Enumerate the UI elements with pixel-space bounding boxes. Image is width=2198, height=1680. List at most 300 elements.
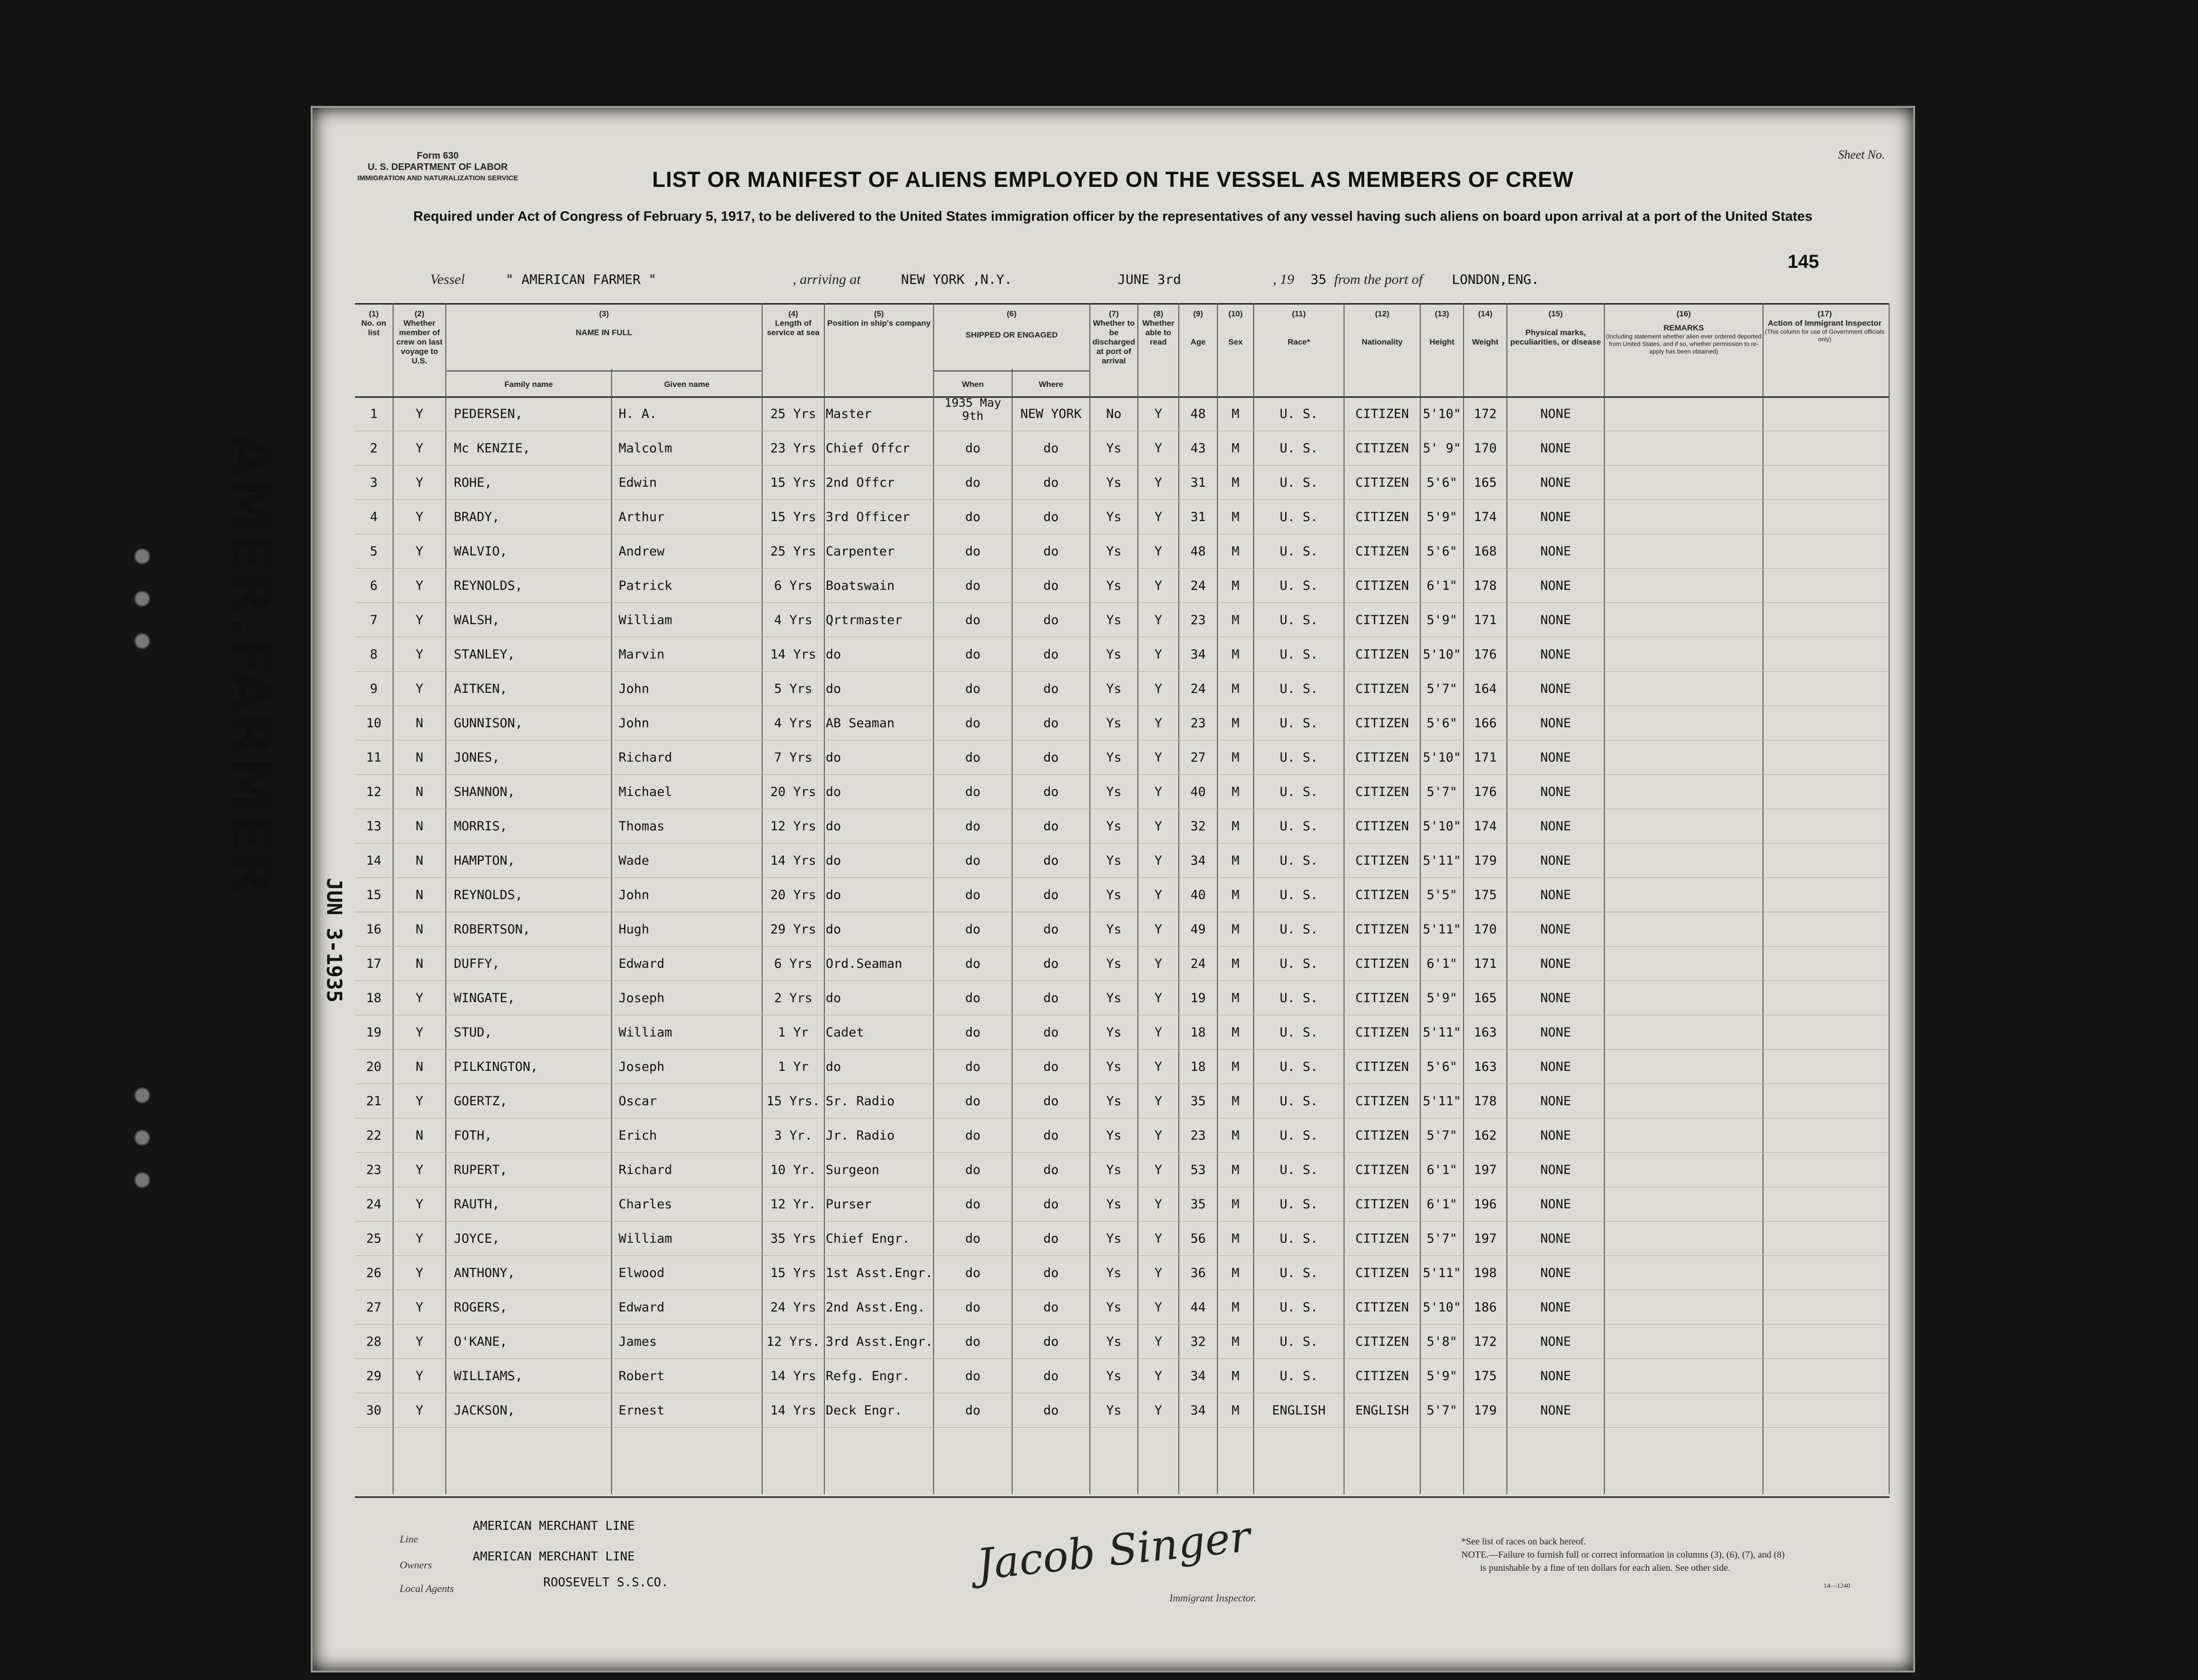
table-header (355, 303, 1890, 398)
cell-weight: 166 (1473, 716, 1497, 731)
cell-family: JONES, (454, 750, 500, 765)
col-header-height: Height (1429, 338, 1455, 346)
cell-service: 20 Yrs (770, 888, 816, 902)
cell-last: Y (415, 647, 424, 662)
cell-when: do (965, 922, 981, 937)
cell-nat: CITIZEN (1355, 544, 1409, 559)
cell-height: 5'11" (1423, 853, 1461, 868)
cell-age: 40 (1190, 785, 1206, 799)
cell-family: WALSH, (454, 613, 500, 627)
cell-nat: CITIZEN (1355, 1369, 1409, 1383)
cell-family: RAUTH, (454, 1197, 500, 1212)
cell-given: Andrew (619, 544, 665, 559)
cell-nat: CITIZEN (1355, 613, 1409, 627)
cell-family: WALVIO, (454, 544, 507, 559)
cell-when: do (965, 1300, 981, 1315)
cell-height: 5'9" (1426, 510, 1457, 524)
cell-family: GUNNISON, (454, 716, 523, 731)
cell-read: Y (1154, 716, 1162, 731)
cell-disch: Ys (1106, 441, 1122, 456)
cell-marks: NONE (1540, 544, 1571, 559)
cell-nat: CITIZEN (1355, 1163, 1409, 1177)
cell-disch: Ys (1106, 1300, 1122, 1315)
cell-sex: M (1232, 613, 1240, 627)
col-num-14: (14) (1478, 309, 1493, 318)
cell-disch: Ys (1106, 1060, 1122, 1074)
col-num-13: (13) (1434, 309, 1449, 318)
cell-race: U. S. (1280, 1197, 1318, 1212)
table-row (355, 1221, 1890, 1256)
cell-when: do (965, 441, 981, 456)
cell-when: do (965, 716, 981, 731)
cell-age: 53 (1190, 1163, 1206, 1177)
cell-no: 28 (366, 1334, 382, 1349)
cell-position: 3rd Asst.Engr. (826, 1334, 933, 1349)
cell-last: Y (415, 1334, 424, 1349)
col-header-race: Race* (1288, 338, 1310, 346)
cell-nat: CITIZEN (1355, 510, 1409, 524)
vessel-label: Vessel (430, 272, 465, 287)
cell-no: 19 (366, 1025, 382, 1040)
cell-where: do (1043, 1300, 1059, 1315)
cell-no: 5 (370, 544, 378, 559)
col-header-no: No. on list (361, 319, 386, 337)
cell-read: Y (1154, 1231, 1162, 1246)
cell-read: Y (1154, 579, 1162, 593)
cell-weight: 197 (1473, 1231, 1497, 1246)
cell-no: 4 (370, 510, 378, 524)
cell-nat: CITIZEN (1355, 647, 1409, 662)
cell-height: 5'9" (1426, 1369, 1457, 1383)
cell-position: Chief Offcr (826, 441, 910, 456)
cell-sex: M (1232, 785, 1240, 799)
cell-race: U. S. (1280, 1334, 1318, 1349)
col-num-12: (12) (1375, 309, 1390, 318)
cell-race: ENGLISH (1272, 1403, 1326, 1418)
table-row (355, 1152, 1890, 1187)
cell-when: do (965, 785, 981, 799)
table-row (355, 1358, 1890, 1393)
cell-read: Y (1154, 750, 1162, 765)
cell-age: 18 (1190, 1060, 1206, 1074)
cell-height: 6'1" (1426, 579, 1457, 593)
cell-nat: CITIZEN (1355, 682, 1409, 696)
from-port: LONDON,ENG. (1452, 272, 1539, 287)
cell-nat: CITIZEN (1355, 1197, 1409, 1212)
cell-height: 6'1" (1426, 1163, 1457, 1177)
table-row (355, 396, 1890, 431)
cell-family: AITKEN, (454, 682, 507, 696)
cell-no: 23 (366, 1163, 382, 1177)
cell-position: Boatswain (826, 579, 895, 593)
cell-when: do (965, 510, 981, 524)
year-suffix: 35 (1311, 272, 1327, 287)
sheet-label: Sheet No. (1838, 148, 1885, 161)
cell-when: do (965, 1163, 981, 1177)
cell-nat: CITIZEN (1355, 716, 1409, 731)
cell-nat: CITIZEN (1355, 407, 1409, 421)
cell-race: U. S. (1280, 922, 1318, 937)
cell-sex: M (1232, 750, 1240, 765)
cell-family: PEDERSEN, (454, 407, 523, 421)
cell-age: 49 (1190, 922, 1206, 937)
cell-weight: 197 (1473, 1163, 1497, 1177)
col-num-17: (17) (1817, 309, 1832, 318)
col-header-read: Whether able to read (1142, 319, 1175, 346)
cell-weight: 175 (1473, 1369, 1497, 1383)
cell-position: 3rd Officer (826, 510, 910, 524)
cell-nat: CITIZEN (1355, 819, 1409, 834)
cell-read: Y (1154, 853, 1162, 868)
col-header-given: Given name (664, 380, 710, 389)
cell-height: 5'6" (1426, 544, 1457, 559)
cell-race: U. S. (1280, 475, 1318, 490)
cell-disch: Ys (1106, 475, 1122, 490)
cell-family: ROBERTSON, (454, 922, 531, 937)
table-row (355, 465, 1890, 500)
cell-weight: 172 (1473, 1334, 1497, 1349)
cell-race: U. S. (1280, 441, 1318, 456)
cell-marks: NONE (1540, 1300, 1571, 1315)
cell-last: N (415, 716, 424, 731)
table-row (355, 843, 1890, 878)
cell-where: do (1043, 1266, 1059, 1280)
cell-nat: CITIZEN (1355, 1025, 1409, 1040)
cell-age: 32 (1190, 819, 1206, 834)
cell-read: Y (1154, 1094, 1162, 1109)
cell-height: 5'6" (1426, 716, 1457, 731)
cell-last: N (415, 922, 424, 937)
cell-age: 32 (1190, 1334, 1206, 1349)
cell-given: Robert (619, 1369, 665, 1383)
cell-weight: 163 (1473, 1060, 1497, 1074)
cell-given: William (619, 613, 672, 627)
cell-last: Y (415, 441, 424, 456)
cell-height: 5'9" (1426, 991, 1457, 1005)
cell-when: do (965, 1060, 981, 1074)
cell-read: Y (1154, 1163, 1162, 1177)
cell-where: do (1043, 716, 1059, 731)
cell-read: Y (1154, 510, 1162, 524)
cell-age: 18 (1190, 1025, 1206, 1040)
cell-position: do (826, 750, 841, 765)
cell-read: Y (1154, 544, 1162, 559)
cell-read: Y (1154, 1197, 1162, 1212)
cell-position: 2nd Asst.Eng. (826, 1300, 926, 1315)
cell-age: 24 (1190, 957, 1206, 971)
cell-read: Y (1154, 1060, 1162, 1074)
cell-no: 8 (370, 647, 378, 662)
cell-where: do (1043, 1128, 1059, 1143)
line-label: Line (400, 1533, 419, 1545)
cell-sex: M (1232, 1163, 1240, 1177)
cell-disch: Ys (1106, 853, 1122, 868)
department: U. S. DEPARTMENT OF LABOR (368, 162, 508, 172)
cell-last: Y (415, 407, 424, 421)
cell-position: Master (826, 407, 872, 421)
cell-given: Thomas (619, 819, 665, 834)
cell-sex: M (1232, 544, 1240, 559)
cell-weight: 178 (1473, 1094, 1497, 1109)
cell-no: 20 (366, 1060, 382, 1074)
cell-disch: Ys (1106, 991, 1122, 1005)
vessel-name: " AMERICAN FARMER " (506, 272, 657, 287)
cell-position: Jr. Radio (826, 1128, 895, 1143)
cell-age: 44 (1190, 1300, 1206, 1315)
cell-where: do (1043, 957, 1059, 971)
cell-service: 15 Yrs (770, 1266, 816, 1280)
cell-read: Y (1154, 1334, 1162, 1349)
table-row (355, 1015, 1890, 1050)
cell-height: 5'9" (1426, 613, 1457, 627)
cell-weight: 179 (1473, 853, 1497, 868)
cell-height: 6'1" (1426, 957, 1457, 971)
cell-nat: CITIZEN (1355, 1266, 1409, 1280)
cell-age: 35 (1190, 1197, 1206, 1212)
cell-family: WINGATE, (454, 991, 515, 1005)
cell-given: William (619, 1231, 672, 1246)
cell-nat: CITIZEN (1355, 922, 1409, 937)
cell-given: Hugh (619, 922, 650, 937)
cell-marks: NONE (1540, 750, 1571, 765)
cell-race: U. S. (1280, 647, 1318, 662)
cell-no: 14 (366, 853, 382, 868)
cell-when: do (965, 1403, 981, 1418)
table-row (355, 637, 1890, 672)
col-header-name: NAME IN FULL (576, 328, 632, 337)
cell-disch: Ys (1106, 510, 1122, 524)
cell-where: do (1043, 819, 1059, 834)
cell-last: N (415, 888, 424, 902)
cell-age: 35 (1190, 1094, 1206, 1109)
cell-when: do (965, 1128, 981, 1143)
cell-service: 1 Yr (778, 1025, 809, 1040)
cell-marks: NONE (1540, 1231, 1571, 1246)
cell-family: DUFFY, (454, 957, 500, 971)
cell-read: Y (1154, 991, 1162, 1005)
cell-service: 4 Yrs (774, 716, 813, 731)
cell-given: Michael (619, 785, 672, 799)
cell-no: 16 (366, 922, 382, 937)
cell-age: 48 (1190, 544, 1206, 559)
cell-disch: Ys (1106, 888, 1122, 902)
cell-when: do (965, 682, 981, 696)
cell-when: do (965, 853, 981, 868)
cell-service: 14 Yrs (770, 1403, 816, 1418)
cell-marks: NONE (1540, 647, 1571, 662)
cell-service: 7 Yrs (774, 750, 813, 765)
cell-disch: Ys (1106, 750, 1122, 765)
cell-race: U. S. (1280, 819, 1318, 834)
cell-marks: NONE (1540, 1266, 1571, 1280)
note-fine: is punishable by a fine of ten dollars for each alien. See other side. (1480, 1563, 1731, 1573)
cell-service: 15 Yrs (770, 510, 816, 524)
cell-sex: M (1232, 510, 1240, 524)
col-num-16: (16) (1676, 309, 1691, 318)
cell-service: 3 Yr. (774, 1128, 813, 1143)
cell-service: 14 Yrs (770, 1369, 816, 1383)
cell-height: 5'7" (1426, 1231, 1457, 1246)
cell-no: 21 (366, 1094, 382, 1109)
cell-nat: ENGLISH (1355, 1403, 1409, 1418)
cell-last: N (415, 819, 424, 834)
cell-marks: NONE (1540, 510, 1571, 524)
table-row (355, 499, 1890, 534)
cell-when: do (965, 475, 981, 490)
cell-where: do (1043, 785, 1059, 799)
cell-when: do (965, 613, 981, 627)
cell-age: 31 (1190, 510, 1206, 524)
table-row (355, 1049, 1890, 1084)
cell-nat: CITIZEN (1355, 1334, 1409, 1349)
cell-where: do (1043, 853, 1059, 868)
cell-where: do (1043, 544, 1059, 559)
cell-nat: CITIZEN (1355, 475, 1409, 490)
cell-nat: CITIZEN (1355, 957, 1409, 971)
cell-disch: Ys (1106, 1025, 1122, 1040)
cell-given: Marvin (619, 647, 665, 662)
footer (355, 1496, 1890, 1639)
cell-sex: M (1232, 407, 1240, 421)
owners-label: Owners (400, 1559, 432, 1571)
cell-family: SHANNON, (454, 785, 515, 799)
cell-position: Surgeon (826, 1163, 879, 1177)
table-row (355, 946, 1890, 981)
cell-when: do (965, 888, 981, 902)
cell-height: 5'10" (1423, 647, 1461, 662)
cell-last: Y (415, 682, 424, 696)
cell-read: Y (1154, 1369, 1162, 1383)
cell-family: RUPERT, (454, 1163, 507, 1177)
table-row (355, 1187, 1890, 1222)
cell-given: Elwood (619, 1266, 665, 1280)
cell-service: 15 Yrs (770, 475, 816, 490)
cell-service: 12 Yrs. (766, 1334, 820, 1349)
cell-family: HAMPTON, (454, 853, 515, 868)
vessel-line (355, 268, 1814, 291)
cell-race: U. S. (1280, 1231, 1318, 1246)
cell-sex: M (1232, 1060, 1240, 1074)
cell-given: Charles (619, 1197, 672, 1212)
cell-read: Y (1154, 1266, 1162, 1280)
cell-where: do (1043, 922, 1059, 937)
cell-weight: 165 (1473, 991, 1497, 1005)
cell-disch: Ys (1106, 716, 1122, 731)
cell-sex: M (1232, 1369, 1240, 1383)
cell-last: Y (415, 1403, 424, 1418)
cell-where: do (1043, 441, 1059, 456)
cell-no: 6 (370, 579, 378, 593)
cell-age: 23 (1190, 1128, 1206, 1143)
cell-nat: CITIZEN (1355, 441, 1409, 456)
cell-service: 24 Yrs (770, 1300, 816, 1315)
cell-family: ROHE, (454, 475, 492, 490)
cell-where: do (1043, 682, 1059, 696)
cell-age: 23 (1190, 613, 1206, 627)
cell-race: U. S. (1280, 510, 1318, 524)
cell-height: 5' 9" (1423, 441, 1461, 456)
cell-read: Y (1154, 922, 1162, 937)
cell-nat: CITIZEN (1355, 1231, 1409, 1246)
page-subtitle: Required under Act of Congress of February 5, 1917, to be delivered to the United States immigration officer by the representatives of any vessel having such aliens on board upon arrival at a port of the United States (413, 209, 1813, 224)
cell-given: Richard (619, 1163, 672, 1177)
col-header-shipped: SHIPPED OR ENGAGED (966, 330, 1058, 339)
cell-marks: NONE (1540, 613, 1571, 627)
cell-age: 27 (1190, 750, 1206, 765)
cell-age: 24 (1190, 682, 1206, 696)
cell-read: Y (1154, 957, 1162, 971)
cell-marks: NONE (1540, 957, 1571, 971)
table-row (355, 809, 1890, 844)
cell-marks: NONE (1540, 407, 1571, 421)
page-title: LIST OR MANIFEST OF ALIENS EMPLOYED ON THE VESSEL AS MEMBERS OF CREW (652, 167, 1574, 192)
cell-weight: 168 (1473, 544, 1497, 559)
cell-disch: Ys (1106, 579, 1122, 593)
cell-last: Y (415, 1231, 424, 1246)
cell-marks: NONE (1540, 853, 1571, 868)
cell-position: do (826, 1060, 841, 1074)
cell-race: U. S. (1280, 1094, 1318, 1109)
cell-last: Y (415, 1094, 424, 1109)
table-row (355, 671, 1890, 706)
table-row (355, 1393, 1890, 1428)
arrival-port: NEW YORK ,N.Y. (901, 272, 1013, 287)
cell-race: U. S. (1280, 1300, 1318, 1315)
col-header-when: When (962, 380, 984, 389)
cell-marks: NONE (1540, 1369, 1571, 1383)
cell-given: John (619, 888, 650, 902)
cell-disch: Ys (1106, 1094, 1122, 1109)
cell-weight: 165 (1473, 475, 1497, 490)
cell-where: do (1043, 1060, 1059, 1074)
cell-read: Y (1154, 1403, 1162, 1418)
cell-nat: CITIZEN (1355, 1060, 1409, 1074)
cell-last: Y (415, 991, 424, 1005)
cell-where: NEW YORK (1020, 407, 1082, 421)
cell-marks: NONE (1540, 1163, 1571, 1177)
table-row (355, 534, 1890, 569)
cell-weight: 186 (1473, 1300, 1497, 1315)
cell-given: Ernest (619, 1403, 665, 1418)
cell-position: do (826, 647, 841, 662)
cell-last: Y (415, 1025, 424, 1040)
cell-marks: NONE (1540, 716, 1571, 731)
cell-last: Y (415, 475, 424, 490)
table-row (355, 568, 1890, 603)
table-row (355, 1255, 1890, 1290)
cell-sex: M (1232, 853, 1240, 868)
cell-age: 23 (1190, 716, 1206, 731)
cell-disch: Ys (1106, 1197, 1122, 1212)
cell-no: 17 (366, 957, 382, 971)
col-num-1: (1) (369, 309, 379, 318)
cell-given: Edward (619, 957, 665, 971)
cell-height: 5'11" (1423, 1094, 1461, 1109)
cell-marks: NONE (1540, 1197, 1571, 1212)
col-num-3: (3) (599, 309, 609, 318)
form-number: Form 630 (417, 151, 459, 161)
cell-sex: M (1232, 579, 1240, 593)
cell-given: Joseph (619, 1060, 665, 1074)
cell-position: do (826, 922, 841, 937)
cell-no: 15 (366, 888, 382, 902)
cell-family: Mc KENZIE, (454, 441, 531, 456)
cell-nat: CITIZEN (1355, 991, 1409, 1005)
cell-disch: Ys (1106, 682, 1122, 696)
cell-last: N (415, 1060, 424, 1074)
cell-marks: NONE (1540, 1128, 1571, 1143)
cell-age: 48 (1190, 407, 1206, 421)
